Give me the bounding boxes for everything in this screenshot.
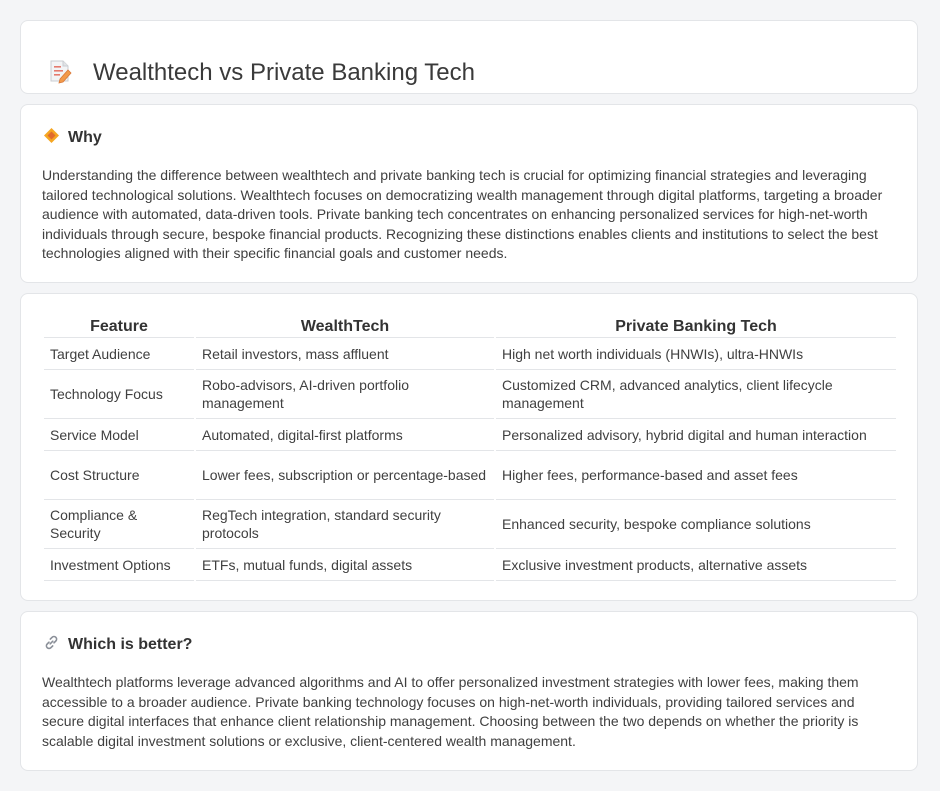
row-private-banking: Exclusive investment products, alternative assets xyxy=(496,549,896,581)
why-card xyxy=(20,104,918,283)
row-feature: Compliance & Security xyxy=(44,500,194,549)
table-row xyxy=(44,338,896,370)
row-wealthtech: Lower fees, subscription or percentage-based xyxy=(196,451,494,500)
table-row xyxy=(44,549,896,581)
why-body: Understanding the difference between wealthtech and private banking tech is crucial for optimizing financial strategies and leveraging tailored technological solutions. Wealthtech focuses on democratizing wealth management through digital platforms, targeting a broader audience with automated, data-driven tools. Private banking tech concentrates on enhancing personalized services for high-net-worth individuals through secure, bespoke financial products. Recognizing these distinctions enables clients and institutions to select the best technologies aligned with their specific financial goals and customer needs. xyxy=(42,167,883,261)
header-wealthtech: WealthTech xyxy=(196,316,494,338)
row-private-banking: Customized CRM, advanced analytics, client lifecycle management xyxy=(496,370,896,419)
row-wealthtech: Robo-advisors, AI-driven portfolio management xyxy=(196,370,494,419)
row-feature: Investment Options xyxy=(44,549,194,581)
table-header-row xyxy=(44,316,896,338)
row-feature: Cost Structure xyxy=(44,451,194,500)
which-better-title: Which is better? xyxy=(68,636,193,653)
header-card xyxy=(20,20,918,94)
which-better-body: Wealthtech platforms leverage advanced algorithms and AI to offer personalized investment strategies with lower fees, making them accessible to a broader audience. Private banking technology focuses on high-net-worth individuals, providing tailored services and secure digital interfaces that enhance client relationship management. Choosing between the two depends on whether the priority is scalable digital investment solutions or exclusive, client-centered wealth management. xyxy=(42,674,859,749)
row-feature: Service Model xyxy=(44,419,194,451)
table-row xyxy=(44,500,896,549)
table-row xyxy=(44,451,896,500)
header-private-banking: Private Banking Tech xyxy=(496,316,896,338)
table-row xyxy=(44,419,896,451)
row-wealthtech: ETFs, mutual funds, digital assets xyxy=(196,549,494,581)
diamond-icon xyxy=(43,127,68,149)
row-private-banking: High net worth individuals (HNWIs), ultra-HNWIs xyxy=(496,338,896,370)
comparison-table xyxy=(42,316,898,581)
link-icon xyxy=(43,634,68,656)
header-feature: Feature xyxy=(44,316,194,338)
row-private-banking: Enhanced security, bespoke compliance solutions xyxy=(496,500,896,549)
table-row xyxy=(44,370,896,419)
page-title: Wealthtech vs Private Banking Tech xyxy=(93,59,475,87)
row-private-banking: Higher fees, performance-based and asset fees xyxy=(496,451,896,500)
row-private-banking: Personalized advisory, hybrid digital and human interaction xyxy=(496,419,896,451)
document-pen-icon xyxy=(47,58,73,89)
row-feature: Target Audience xyxy=(44,338,194,370)
row-feature: Technology Focus xyxy=(44,370,194,419)
row-wealthtech: Retail investors, mass affluent xyxy=(196,338,494,370)
row-wealthtech: RegTech integration, standard security protocols xyxy=(196,500,494,549)
row-wealthtech: Automated, digital-first platforms xyxy=(196,419,494,451)
why-title: Why xyxy=(68,129,102,146)
which-better-card xyxy=(20,611,918,771)
comparison-card xyxy=(20,293,918,601)
